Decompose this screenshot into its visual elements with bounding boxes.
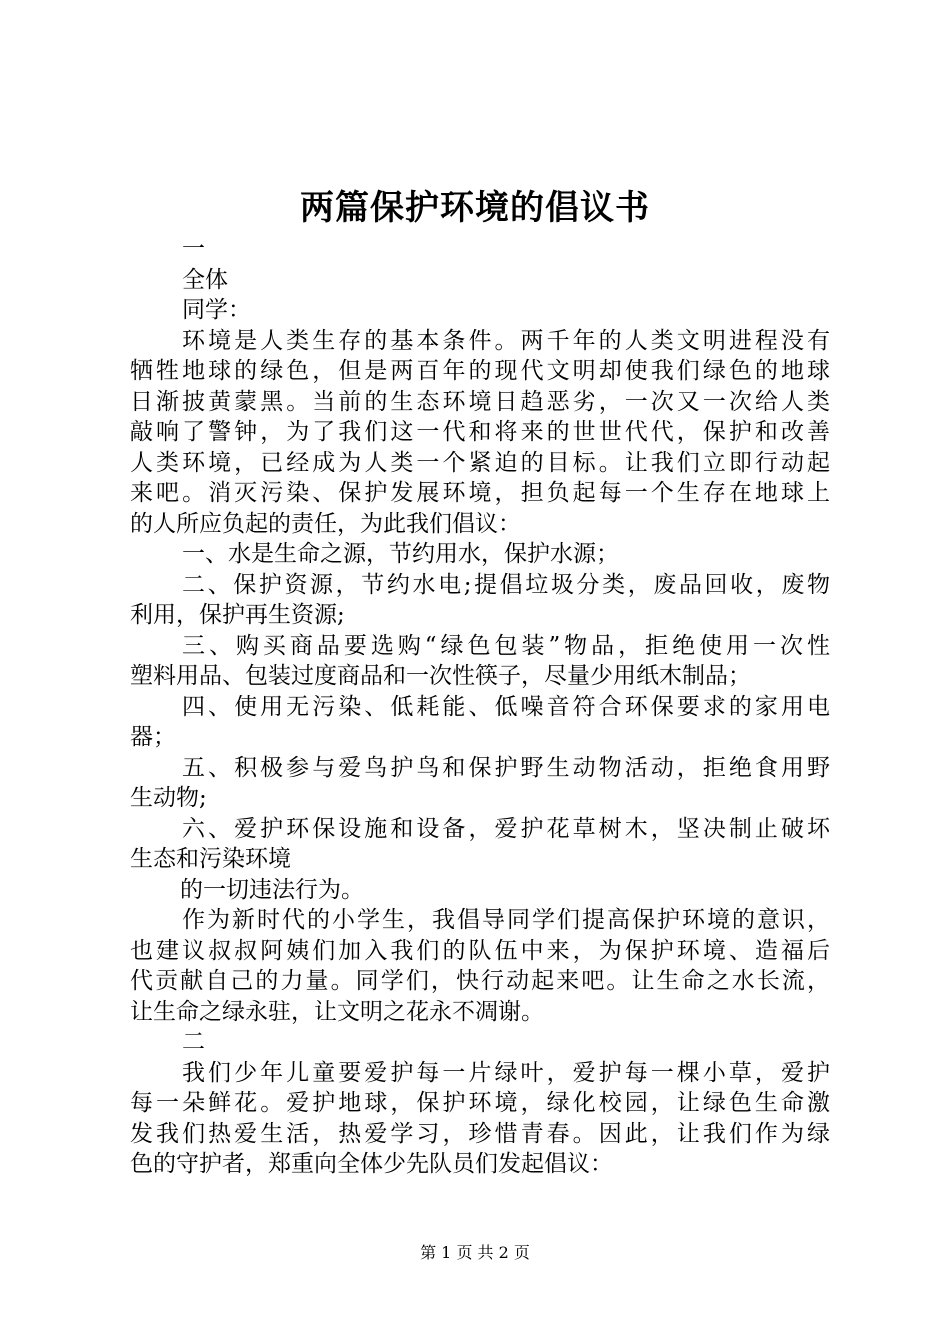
proposal-item-cont: 生动物; [130,785,207,811]
proposal-item: 一、水是生命之源，节约用水，保护水源； [182,541,619,567]
section-marker-one: 一 [182,236,205,262]
proposal-item-cont: 的一切违法行为。 [180,876,364,903]
proposal-item-cont: 器； [130,724,176,750]
salutation-line: 全体 [182,266,228,293]
paragraph-line: 来吧。消灭污染、保护发展环境，担负起每一个生存在地球上 [130,480,830,506]
paragraph-line: 牺牲地球的绿色，但是两百年的现代文明却使我们绿色的地球 [130,358,830,384]
proposal-item: 二、保护资源，节约水电;提倡垃圾分类，废品回收，废物 [182,571,830,598]
paragraph-line: 作为新时代的小学生，我倡导同学们提高保护环境的意识， [182,907,830,933]
paragraph-line: 敲响了警钟，为了我们这一代和将来的世世代代，保护和改善 [130,419,830,445]
paragraph-line: 人类环境，已经成为人类一个紧迫的目标。让我们立即行动起 [130,449,830,476]
document-title: 两篇保护环境的倡议书 [300,188,650,228]
paragraph-line: 环境是人类生存的基本条件。两千年的人类文明进程没有 [182,327,830,354]
paragraph-line: 色的守护者，郑重向全体少先队员们发起倡议： [130,1151,613,1177]
proposal-item-cont: 塑料用品、包装过度商品和一次性筷子，尽量少用纸木制品； [130,663,751,689]
document-body [130,234,830,1180]
paragraph-line: 我们少年儿童要爱护每一片绿叶，爱护每一棵小草，爱护 [182,1059,830,1086]
paragraph-line: 也建议叔叔阿姨们加入我们的队伍中来，为保护环境、造福后 [130,937,830,964]
paragraph-line: 的人所应负起的责任，为此我们倡议： [130,510,521,537]
proposal-item: 四、使用无污染、低耗能、低噪音符合环保要求的家用电 [182,693,830,720]
proposal-item: 五、积极参与爱鸟护鸟和保护野生动物活动，拒绝食用野 [182,754,830,781]
proposal-item: 三、购买商品要选购“绿色包装”物品，拒绝使用一次性 [182,632,830,659]
paragraph-line: 发我们热爱生活，热爱学习，珍惜青春。因此，让我们作为绿 [130,1120,830,1147]
salutation-line: 同学： [182,297,251,323]
paragraph-line: 让生命之绿永驻，让文明之花永不凋谢。 [130,998,544,1025]
page-footer: 第 1 页 共 2 页 [420,1243,530,1262]
paragraph-line: 每一朵鲜花。爱护地球，保护环境，绿化校园，让绿色生命激 [130,1090,830,1116]
section-marker-two: 二 [182,1029,205,1055]
proposal-item-cont: 利用，保护再生资源; [130,602,345,628]
paragraph-line: 日渐披黄蒙黑。当前的生态环境日趋恶劣，一次又一次给人类 [130,388,830,415]
paragraph-line: 代贡献自己的力量。同学们，快行动起来吧。让生命之水长流， [130,968,830,994]
proposal-item: 六、爱护环保设施和设备，爱护花草树木，坚决制止破坏 [182,815,830,842]
proposal-item-cont: 生态和污染环境 [130,846,291,872]
